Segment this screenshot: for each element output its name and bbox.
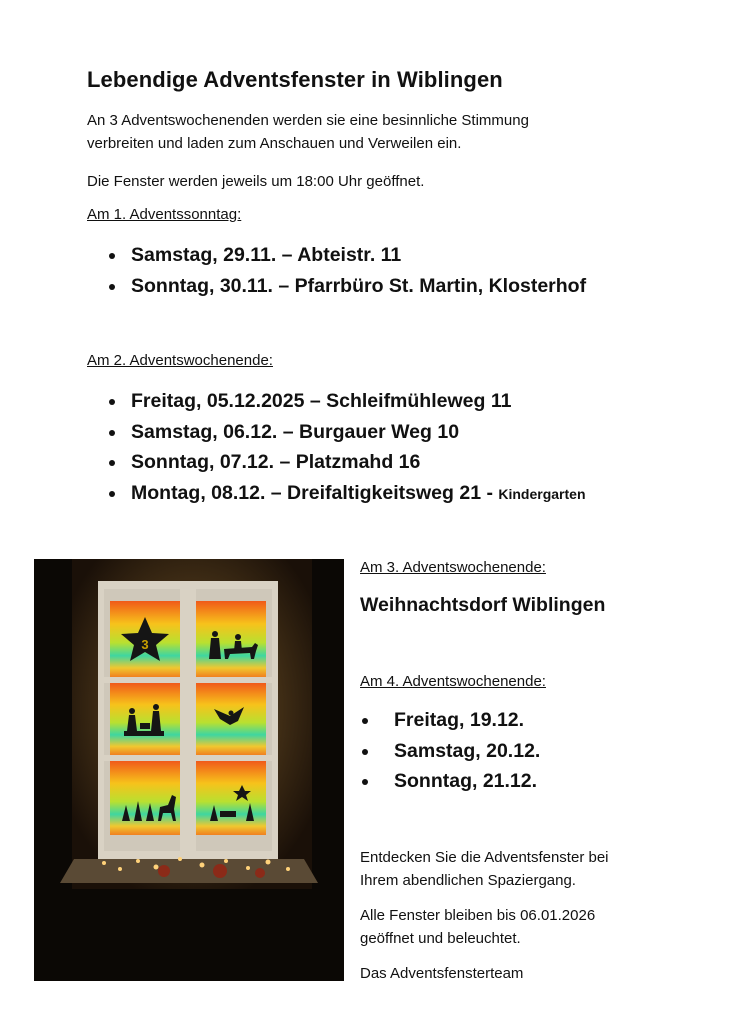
list-item: Sonntag, 30.11. – Pfarrbüro St. Martin, Klosterhof (85, 271, 586, 302)
week1-list (85, 240, 586, 301)
week4-list (358, 705, 540, 797)
advent-window-photo (34, 559, 344, 981)
week2-heading: Am 2. Adventswochenende: (87, 352, 273, 369)
list-item: Freitag, 19.12. (358, 705, 540, 736)
weihnachtsdorf-title: Weihnachtsdorf Wiblingen (360, 594, 606, 616)
invite-line-1: Entdecken Sie die Adventsfenster bei (360, 849, 609, 866)
week4-heading: Am 4. Adventswochenende: (360, 673, 546, 690)
list-item: Samstag, 20.12. (358, 736, 540, 767)
intro-line-2: verbreiten und laden zum Anschauen und Verweilen ein. (87, 135, 462, 152)
duration-line-2: geöffnet und beleuchtet. (360, 930, 521, 947)
invite-line-2: Ihrem abendlichen Spaziergang. (360, 872, 576, 889)
kindergarten-note: Kindergarten (498, 485, 586, 502)
list-item: Freitag, 05.12.2025 – Schleifmühleweg 11 (85, 386, 586, 417)
week2-list (85, 386, 586, 509)
list-item: Montag, 08.12. – Dreifaltigkeitsweg 21 - Kindergarten (85, 478, 586, 510)
page-title: Lebendige Adventsfenster in Wiblingen (87, 67, 503, 92)
svg-text:3: 3 (141, 637, 149, 652)
intro-line-1: An 3 Adventswochenenden werden sie eine besinnliche Stimmung (87, 112, 529, 129)
list-item: Sonntag, 07.12. – Platzmahd 16 (85, 447, 586, 478)
list-item: Sonntag, 21.12. (358, 766, 540, 797)
opening-time: Die Fenster werden jeweils um 18:00 Uhr geöffnet. (87, 173, 425, 190)
duration-line-1: Alle Fenster bleiben bis 06.01.2026 (360, 907, 596, 924)
signature: Das Adventsfensterteam (360, 965, 524, 982)
week1-heading: Am 1. Adventssonntag: (87, 206, 242, 223)
week3-heading: Am 3. Adventswochenende: (360, 559, 546, 576)
list-item: Samstag, 06.12. – Burgauer Weg 10 (85, 417, 586, 448)
list-item: Samstag, 29.11. – Abteistr. 11 (85, 240, 586, 271)
